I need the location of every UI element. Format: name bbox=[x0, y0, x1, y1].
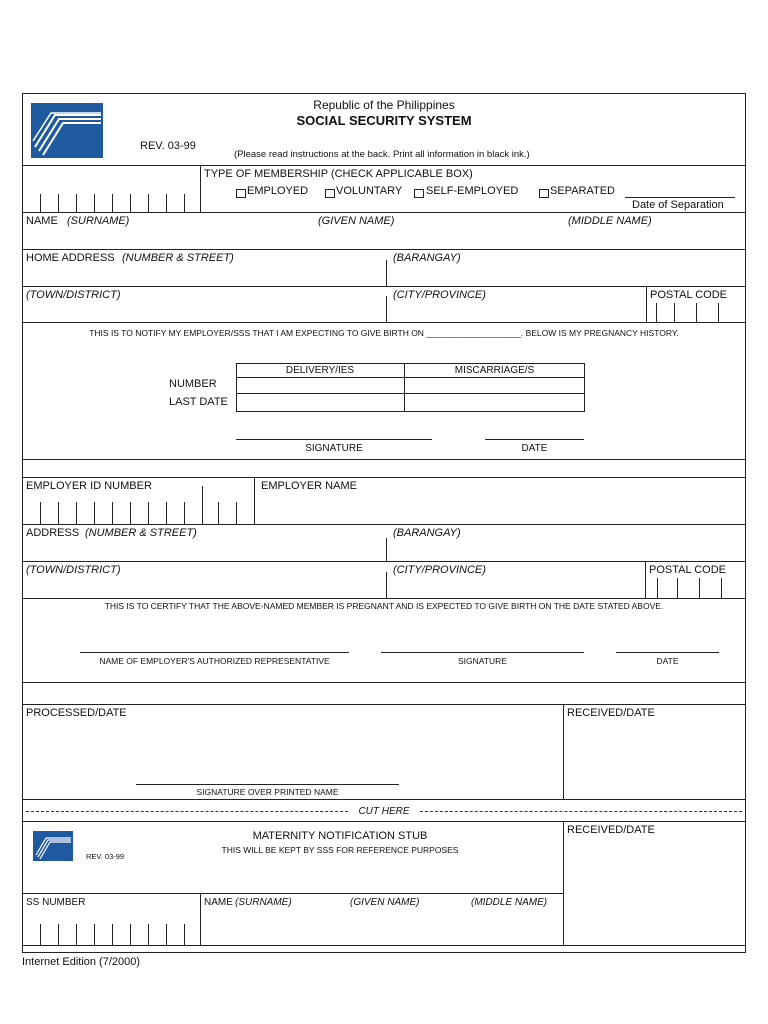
employer-name-label: EMPLOYER NAME bbox=[261, 480, 357, 492]
employer-id-label: EMPLOYER ID NUMBER bbox=[26, 480, 152, 492]
sss-logo-icon bbox=[31, 103, 103, 158]
employer-rep-label: NAME OF EMPLOYER'S AUTHORIZED REPRESENTATIVE bbox=[99, 656, 330, 666]
date-of-separation-label: Date of Separation bbox=[632, 199, 724, 211]
option-employed: EMPLOYED bbox=[247, 185, 309, 197]
delivery-last-date-cell[interactable] bbox=[237, 394, 403, 411]
employer-name-field[interactable] bbox=[258, 494, 744, 522]
stub-name-field[interactable] bbox=[203, 912, 561, 943]
stub-name-label: NAME bbox=[204, 897, 233, 908]
stub-rev-label: REV. 03-99 bbox=[86, 852, 125, 861]
date-of-separation-field[interactable] bbox=[625, 197, 735, 198]
employer-city-label: (CITY/PROVINCE) bbox=[393, 564, 486, 576]
processor-signature-field[interactable] bbox=[136, 784, 399, 785]
option-self-employed: SELF-EMPLOYED bbox=[426, 185, 519, 197]
employer-date-field[interactable] bbox=[616, 652, 719, 653]
employer-rep-field[interactable] bbox=[80, 652, 349, 653]
stub-ss-number-field[interactable] bbox=[26, 910, 200, 945]
checkbox-employed[interactable] bbox=[236, 189, 246, 198]
member-signature-field[interactable] bbox=[236, 439, 432, 440]
stub-title: MATERNITY NOTIFICATION STUB bbox=[252, 830, 428, 842]
checkbox-separated[interactable] bbox=[539, 189, 549, 198]
processor-signature-label: SIGNATURE OVER PRINTED NAME bbox=[196, 787, 339, 797]
option-separated: SEPARATED bbox=[550, 185, 615, 197]
given-name-label: (GIVEN NAME) bbox=[318, 215, 395, 227]
home-city-label: (CITY/PROVINCE) bbox=[393, 289, 486, 301]
employer-date-label: DATE bbox=[656, 656, 679, 666]
employer-signature-label: SIGNATURE bbox=[458, 656, 507, 666]
middle-name-label: (MIDDLE NAME) bbox=[568, 215, 652, 227]
stub-subtitle: THIS WILL BE KEPT BY SSS FOR REFERENCE PURPOSES bbox=[221, 845, 459, 855]
row-last-date-label: LAST DATE bbox=[169, 396, 228, 408]
member-date-label: DATE bbox=[521, 443, 548, 454]
stub-surname-label: (SURNAME) bbox=[235, 897, 292, 908]
employer-number-street-label: (NUMBER & STREET) bbox=[85, 527, 197, 539]
instructions-text: (Please read instructions at the back. Print all information in black ink.) bbox=[234, 149, 530, 160]
stub-ss-number-label: SS NUMBER bbox=[26, 897, 86, 908]
home-address-label: HOME ADDRESS bbox=[26, 252, 115, 264]
row-number-label: NUMBER bbox=[169, 378, 217, 390]
delivery-number-cell[interactable] bbox=[237, 378, 403, 392]
ss-number-field[interactable] bbox=[26, 182, 200, 212]
miscarriage-last-date-cell[interactable] bbox=[405, 394, 584, 411]
rev-label: REV. 03-99 bbox=[140, 140, 196, 152]
checkbox-voluntary[interactable] bbox=[325, 189, 335, 198]
notify-text: THIS IS TO NOTIFY MY EMPLOYER/SSS THAT I AM EXPECTING TO GIVE BIRTH ON ____________________. BELOW IS MY PREGNANCY HISTORY. bbox=[89, 328, 679, 338]
stub-received-field[interactable] bbox=[565, 840, 744, 943]
miscarriage-number-cell[interactable] bbox=[405, 378, 584, 392]
employer-town-label: (TOWN/DISTRICT) bbox=[26, 564, 121, 576]
received-date-label: RECEIVED/DATE bbox=[567, 707, 655, 719]
col-delivery: DELIVERY/IES bbox=[285, 365, 355, 376]
processed-date-label: PROCESSED/DATE bbox=[26, 707, 127, 719]
certify-text: THIS IS TO CERTIFY THAT THE ABOVE-NAMED MEMBER IS PREGNANT AND IS EXPECTED TO GIVE BIRTH ON THE DATE STATED ABOVE. bbox=[104, 601, 664, 611]
name-label: NAME bbox=[26, 215, 58, 227]
surname-label: (SURNAME) bbox=[67, 215, 130, 227]
republic-title: Republic of the Philippines bbox=[313, 98, 455, 112]
received-date-field[interactable] bbox=[565, 722, 744, 797]
sss-logo-small-icon bbox=[33, 831, 73, 861]
home-town-label: (TOWN/DISTRICT) bbox=[26, 289, 121, 301]
home-postal-label: POSTAL CODE bbox=[650, 289, 728, 301]
agency-title: SOCIAL SECURITY SYSTEM bbox=[296, 113, 472, 128]
employer-signature-field[interactable] bbox=[381, 652, 584, 653]
home-barangay-label: (BARANGAY) bbox=[393, 252, 461, 264]
cut-here-label: CUT HERE bbox=[350, 805, 418, 818]
member-signature-label: SIGNATURE bbox=[305, 443, 363, 454]
employer-address-label: ADDRESS bbox=[26, 527, 80, 539]
membership-label: TYPE OF MEMBERSHIP (CHECK APPLICABLE BOX) bbox=[204, 168, 473, 180]
employer-id-field[interactable] bbox=[26, 486, 254, 524]
member-date-field[interactable] bbox=[485, 439, 584, 440]
checkbox-self-employed[interactable] bbox=[414, 189, 424, 198]
employer-postal-label: POSTAL CODE bbox=[649, 564, 727, 576]
home-postal-field[interactable] bbox=[646, 303, 746, 322]
stub-received-label: RECEIVED/DATE bbox=[567, 824, 655, 836]
stub-given-name-label: (GIVEN NAME) bbox=[350, 897, 420, 908]
footer-edition: Internet Edition (7/2000) bbox=[22, 956, 141, 968]
col-miscarriage: MISCARRIAGE/S bbox=[454, 365, 535, 376]
employer-barangay-label: (BARANGAY) bbox=[393, 527, 461, 539]
home-number-street-label: (NUMBER & STREET) bbox=[122, 252, 234, 264]
stub-middle-name-label: (MIDDLE NAME) bbox=[471, 897, 548, 908]
employer-postal-field[interactable] bbox=[645, 578, 746, 598]
option-voluntary: VOLUNTARY bbox=[336, 185, 403, 197]
